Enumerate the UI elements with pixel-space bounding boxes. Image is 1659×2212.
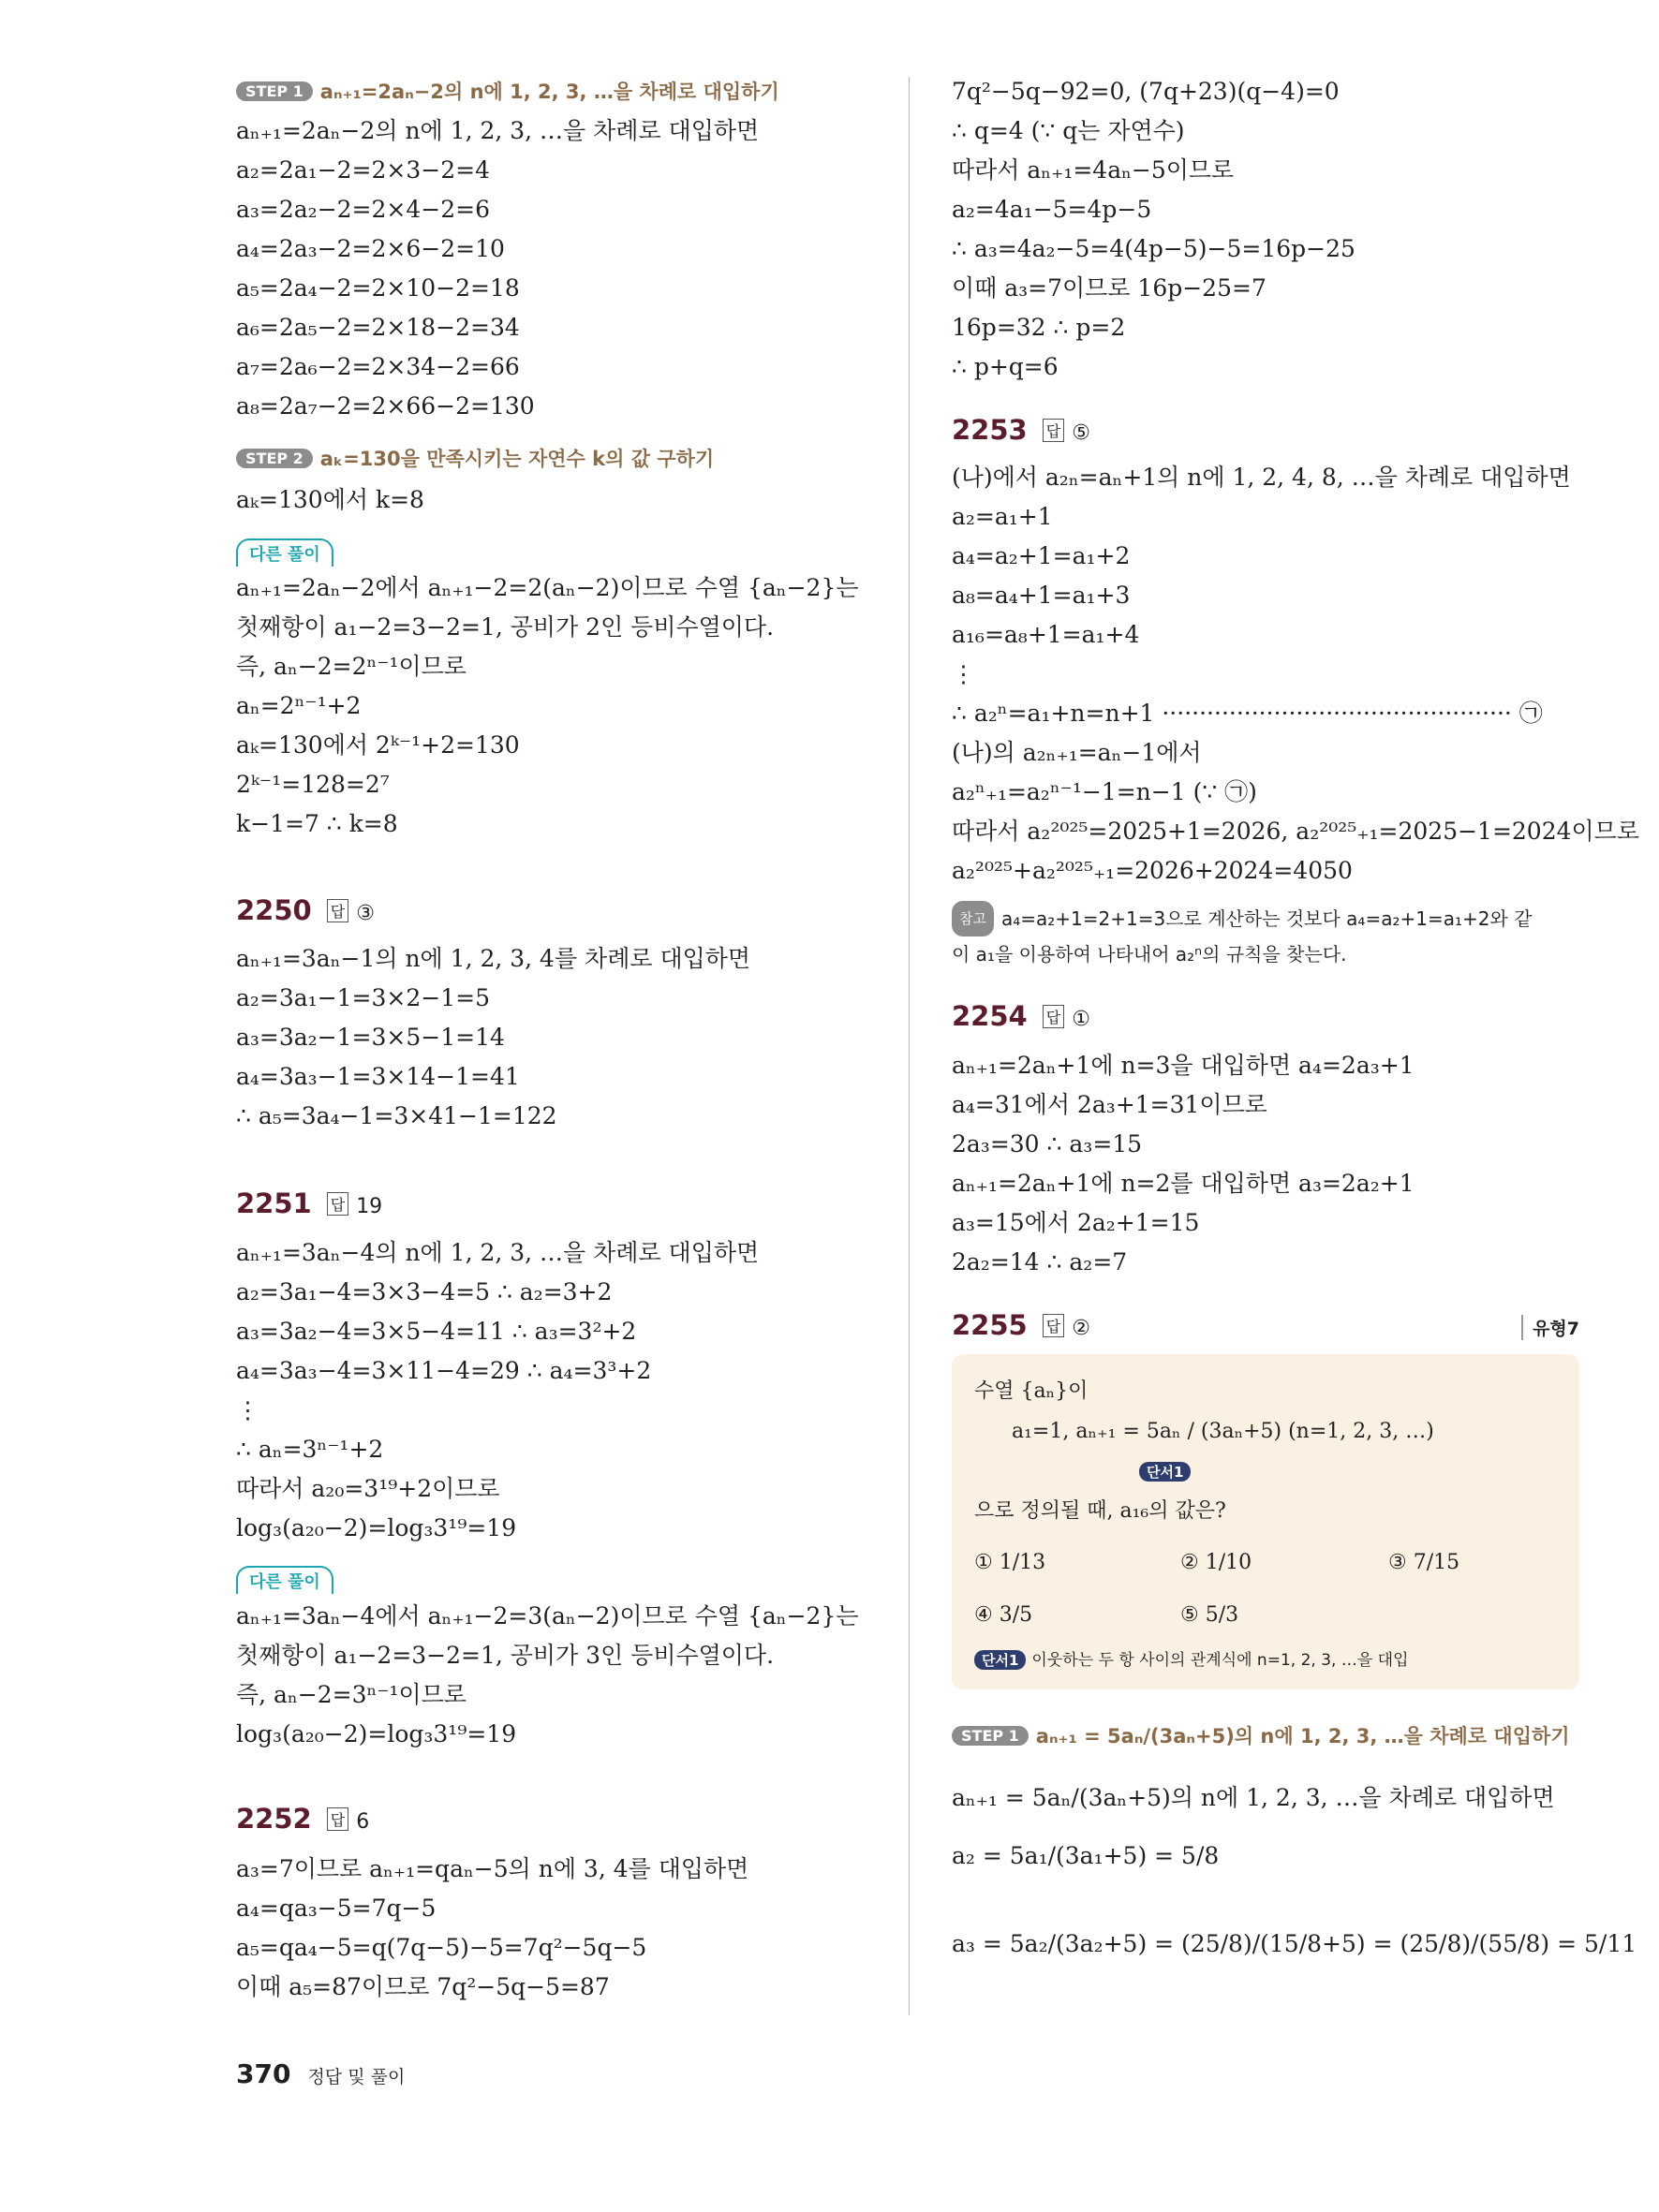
problem-2251-heading: 2251 답 19 [236,1187,383,1219]
step1-heading: STEP 1 aₙ₊₁=2aₙ−2의 n에 1, 2, 3, …을 차례로 대입하기 [236,77,779,105]
problem-intro: 수열 {aₙ}이 [974,1379,1089,1403]
text-line: a₂ⁿ₊₁=a₂ⁿ⁻¹−1=n−1 (∵ ㉠) [952,778,1257,805]
problem-2253-heading: 2253 답 ⑤ [952,414,1090,446]
choice-3[interactable]: ③ 7/15 [1388,1551,1460,1574]
text-line: 따라서 a₂₀=3¹⁹+2이므로 [236,1475,500,1502]
text-line: ∴ aₙ=3ⁿ⁻¹+2 [236,1436,384,1463]
problem-box [952,1354,1579,1689]
text-line: 이때 a₅=87이므로 7q²−5q−5=87 [236,1973,610,2000]
problem-2255-heading: 2255 답 ② [952,1309,1090,1341]
alt-solution-label: 다른 풀이 [236,538,333,567]
text-line: 첫째항이 a₁−2=3−2=1, 공비가 2인 등비수열이다. [236,613,775,641]
text-line: aₖ=130에서 k=8 [236,486,424,513]
text-line: aₙ₊₁=3aₙ−1의 n에 1, 2, 3, 4를 차례로 대입하면 [236,945,751,972]
text-line: k−1=7 ∴ k=8 [236,810,398,837]
text-line: ∴ a₂ⁿ=a₁+n=n+1 ··············································· ㉠ [952,700,1543,727]
problem-question: 으로 정의될 때, a₁₆의 값은? [974,1499,1226,1523]
text-line: a₈=2a₇−2=2×66−2=130 [236,392,535,420]
text-line: aₙ₊₁=2aₙ+1에 n=2를 대입하면 a₃=2a₂+1 [952,1170,1415,1197]
text-line: 따라서 aₙ₊₁=4aₙ−5이므로 [952,156,1235,184]
text-line: a₆=2a₅−2=2×18−2=34 [236,314,520,341]
text-line: a₅=2a₄−2=2×10−2=18 [236,274,520,302]
text-line: log₃(a₂₀−2)=log₃3¹⁹=19 [236,1720,517,1747]
problem-2252-heading: 2252 답 6 [236,1803,370,1835]
text-line: a₂ = 5a₁/(3a₁+5) = 5/8 [952,1842,1220,1869]
text-line: a₃=15에서 2a₂+1=15 [952,1209,1200,1236]
text-line: a₃=7이므로 aₙ₊₁=qaₙ−5의 n에 3, 4를 대입하면 [236,1855,749,1882]
page-footer [236,2058,405,2089]
type-label: 유형7 [1521,1315,1579,1340]
text-line: a₇=2a₆−2=2×34−2=66 [236,353,520,380]
hint-tag: 단서1 [1139,1459,1196,1482]
text-line: ∴ a₅=3a₄−1=3×41−1=122 [236,1102,557,1129]
text-line: 즉, aₙ−2=2ⁿ⁻¹이므로 [236,653,467,680]
reference-note [952,901,1579,972]
text-line: (나)의 a₂ₙ₊₁=aₙ−1에서 [952,739,1202,766]
text-line: a₅=qa₄−5=q(7q−5)−5=7q²−5q−5 [236,1934,647,1961]
text-line: a₃=3a₂−4=3×5−4=11 ∴ a₃=3²+2 [236,1318,637,1345]
text-line: a₂²⁰²⁵+a₂²⁰²⁵₊₁=2026+2024=4050 [952,857,1353,884]
problem-formula: a₁=1, aₙ₊₁ = 5aₙ / (3aₙ+5) (n=1, 2, 3, …) [1012,1420,1434,1443]
text-line: a₄=2a₃−2=2×6−2=10 [236,235,505,262]
text-line: ⋮ [236,1396,259,1423]
choice-5[interactable]: ⑤ 5/3 [1180,1603,1239,1627]
text-line: a₂=2a₁−2=2×3−2=4 [236,156,490,184]
hint-line: 단서1 이웃하는 두 항 사이의 관계식에 n=1, 2, 3, …을 대입 [974,1646,1409,1670]
text-line: 2ᵏ⁻¹=128=2⁷ [236,771,390,798]
text-line: a₄=a₂+1=a₁+2 [952,542,1131,569]
problem-2254-heading: 2254 답 ① [952,1000,1090,1032]
text-line: aₙ₊₁=2aₙ−2의 n에 1, 2, 3, …을 차례로 대입하면 [236,117,760,144]
column-divider [909,77,910,2015]
choice-2[interactable]: ② 1/10 [1180,1551,1252,1574]
text-line: a₄=3a₃−1=3×14−1=41 [236,1063,520,1090]
text-line: ∴ p+q=6 [952,353,1059,380]
text-line: 이때 a₃=7이므로 16p−25=7 [952,274,1266,302]
text-line: 따라서 a₂²⁰²⁵=2025+1=2026, a₂²⁰²⁵₊₁=2025−1=2024이므로 [952,818,1639,845]
step2-heading: STEP 2 aₖ=130을 만족시키는 자연수 k의 값 구하기 [236,444,714,472]
text-line: aₖ=130에서 2ᵏ⁻¹+2=130 [236,731,520,759]
alt-solution-label: 다른 풀이 [236,1566,333,1594]
text-line: 16p=32 ∴ p=2 [952,314,1126,341]
text-line: aₙ₊₁ = 5aₙ/(3aₙ+5)의 n에 1, 2, 3, …을 차례로 대입하면 [952,1784,1555,1811]
page-number: 370 [236,2058,291,2089]
text-line: ⋮ [952,660,975,687]
text-line: a₂=4a₁−5=4p−5 [952,196,1152,223]
text-line: 2a₃=30 ∴ a₃=15 [952,1130,1143,1158]
text-line: 첫째항이 a₁−2=3−2=1, 공비가 3인 등비수열이다. [236,1642,775,1669]
text-line: a₃ = 5a₂/(3a₂+5) = (25/8)/(15/8+5) = (25/8)/(55/8) = 5/11 [952,1930,1637,1957]
text-line: aₙ₊₁=3aₙ−4의 n에 1, 2, 3, …을 차례로 대입하면 [236,1239,760,1266]
text-line: ∴ q=4 (∵ q는 자연수) [952,117,1185,144]
text-line: a₂=a₁+1 [952,503,1053,530]
text-line: a₂=3a₁−1=3×2−1=5 [236,984,490,1011]
problem-2250-heading: 2250 답 ③ [236,894,375,926]
text-line: a₃=2a₂−2=2×4−2=6 [236,196,490,223]
text-line: a₁₆=a₈+1=a₁+4 [952,621,1140,648]
footer-label: 정답 및 풀이 [307,2067,406,2087]
text-line: ∴ a₃=4a₂−5=4(4p−5)−5=16p−25 [952,235,1355,262]
text-line: a₄=31에서 2a₃+1=31이므로 [952,1091,1267,1118]
text-line: aₙ₊₁=2aₙ−2에서 aₙ₊₁−2=2(aₙ−2)이므로 수열 {aₙ−2}는 [236,574,859,601]
text-line: a₂=3a₁−4=3×3−4=5 ∴ a₂=3+2 [236,1278,613,1305]
text-line: 7q²−5q−92=0, (7q+23)(q−4)=0 [952,78,1340,105]
text-line: 즉, aₙ−2=3ⁿ⁻¹이므로 [236,1681,467,1708]
text-line: a₃=3a₂−1=3×5−1=14 [236,1024,505,1051]
text-line: (나)에서 a₂ₙ=aₙ+1의 n에 1, 2, 4, 8, …을 차례로 대입하면 [952,464,1571,491]
text-line: a₈=a₄+1=a₁+3 [952,582,1131,609]
text-line: 2a₂=14 ∴ a₂=7 [952,1248,1128,1276]
text-line: aₙ₊₁=3aₙ−4에서 aₙ₊₁−2=3(aₙ−2)이므로 수열 {aₙ−2}는 [236,1602,859,1630]
text-line: log₃(a₂₀−2)=log₃3¹⁹=19 [236,1514,517,1541]
text-line: a₄=qa₃−5=7q−5 [236,1895,437,1922]
text-line: aₙ=2ⁿ⁻¹+2 [236,692,362,719]
note-line: 참고 a₄=a₂+1=2+1=3으로 계산하는 것보다 a₄=a₂+1=a₁+2와 같 [952,901,1579,936]
step1-heading-2255: STEP 1 aₙ₊₁ = 5aₙ/(3aₙ+5)의 n에 1, 2, 3, …을 차례로 대입하기 [952,1721,1570,1749]
text-line: aₙ₊₁=2aₙ+1에 n=3을 대입하면 a₄=2a₃+1 [952,1052,1415,1079]
choice-1[interactable]: ① 1/13 [974,1551,1046,1574]
note-line: 이 a₁을 이용하여 나타내어 a₂ⁿ의 규칙을 찾는다. [952,943,1347,966]
choice-4[interactable]: ④ 3/5 [974,1603,1033,1627]
text-line: a₄=3a₃−4=3×11−4=29 ∴ a₄=3³+2 [236,1357,652,1384]
